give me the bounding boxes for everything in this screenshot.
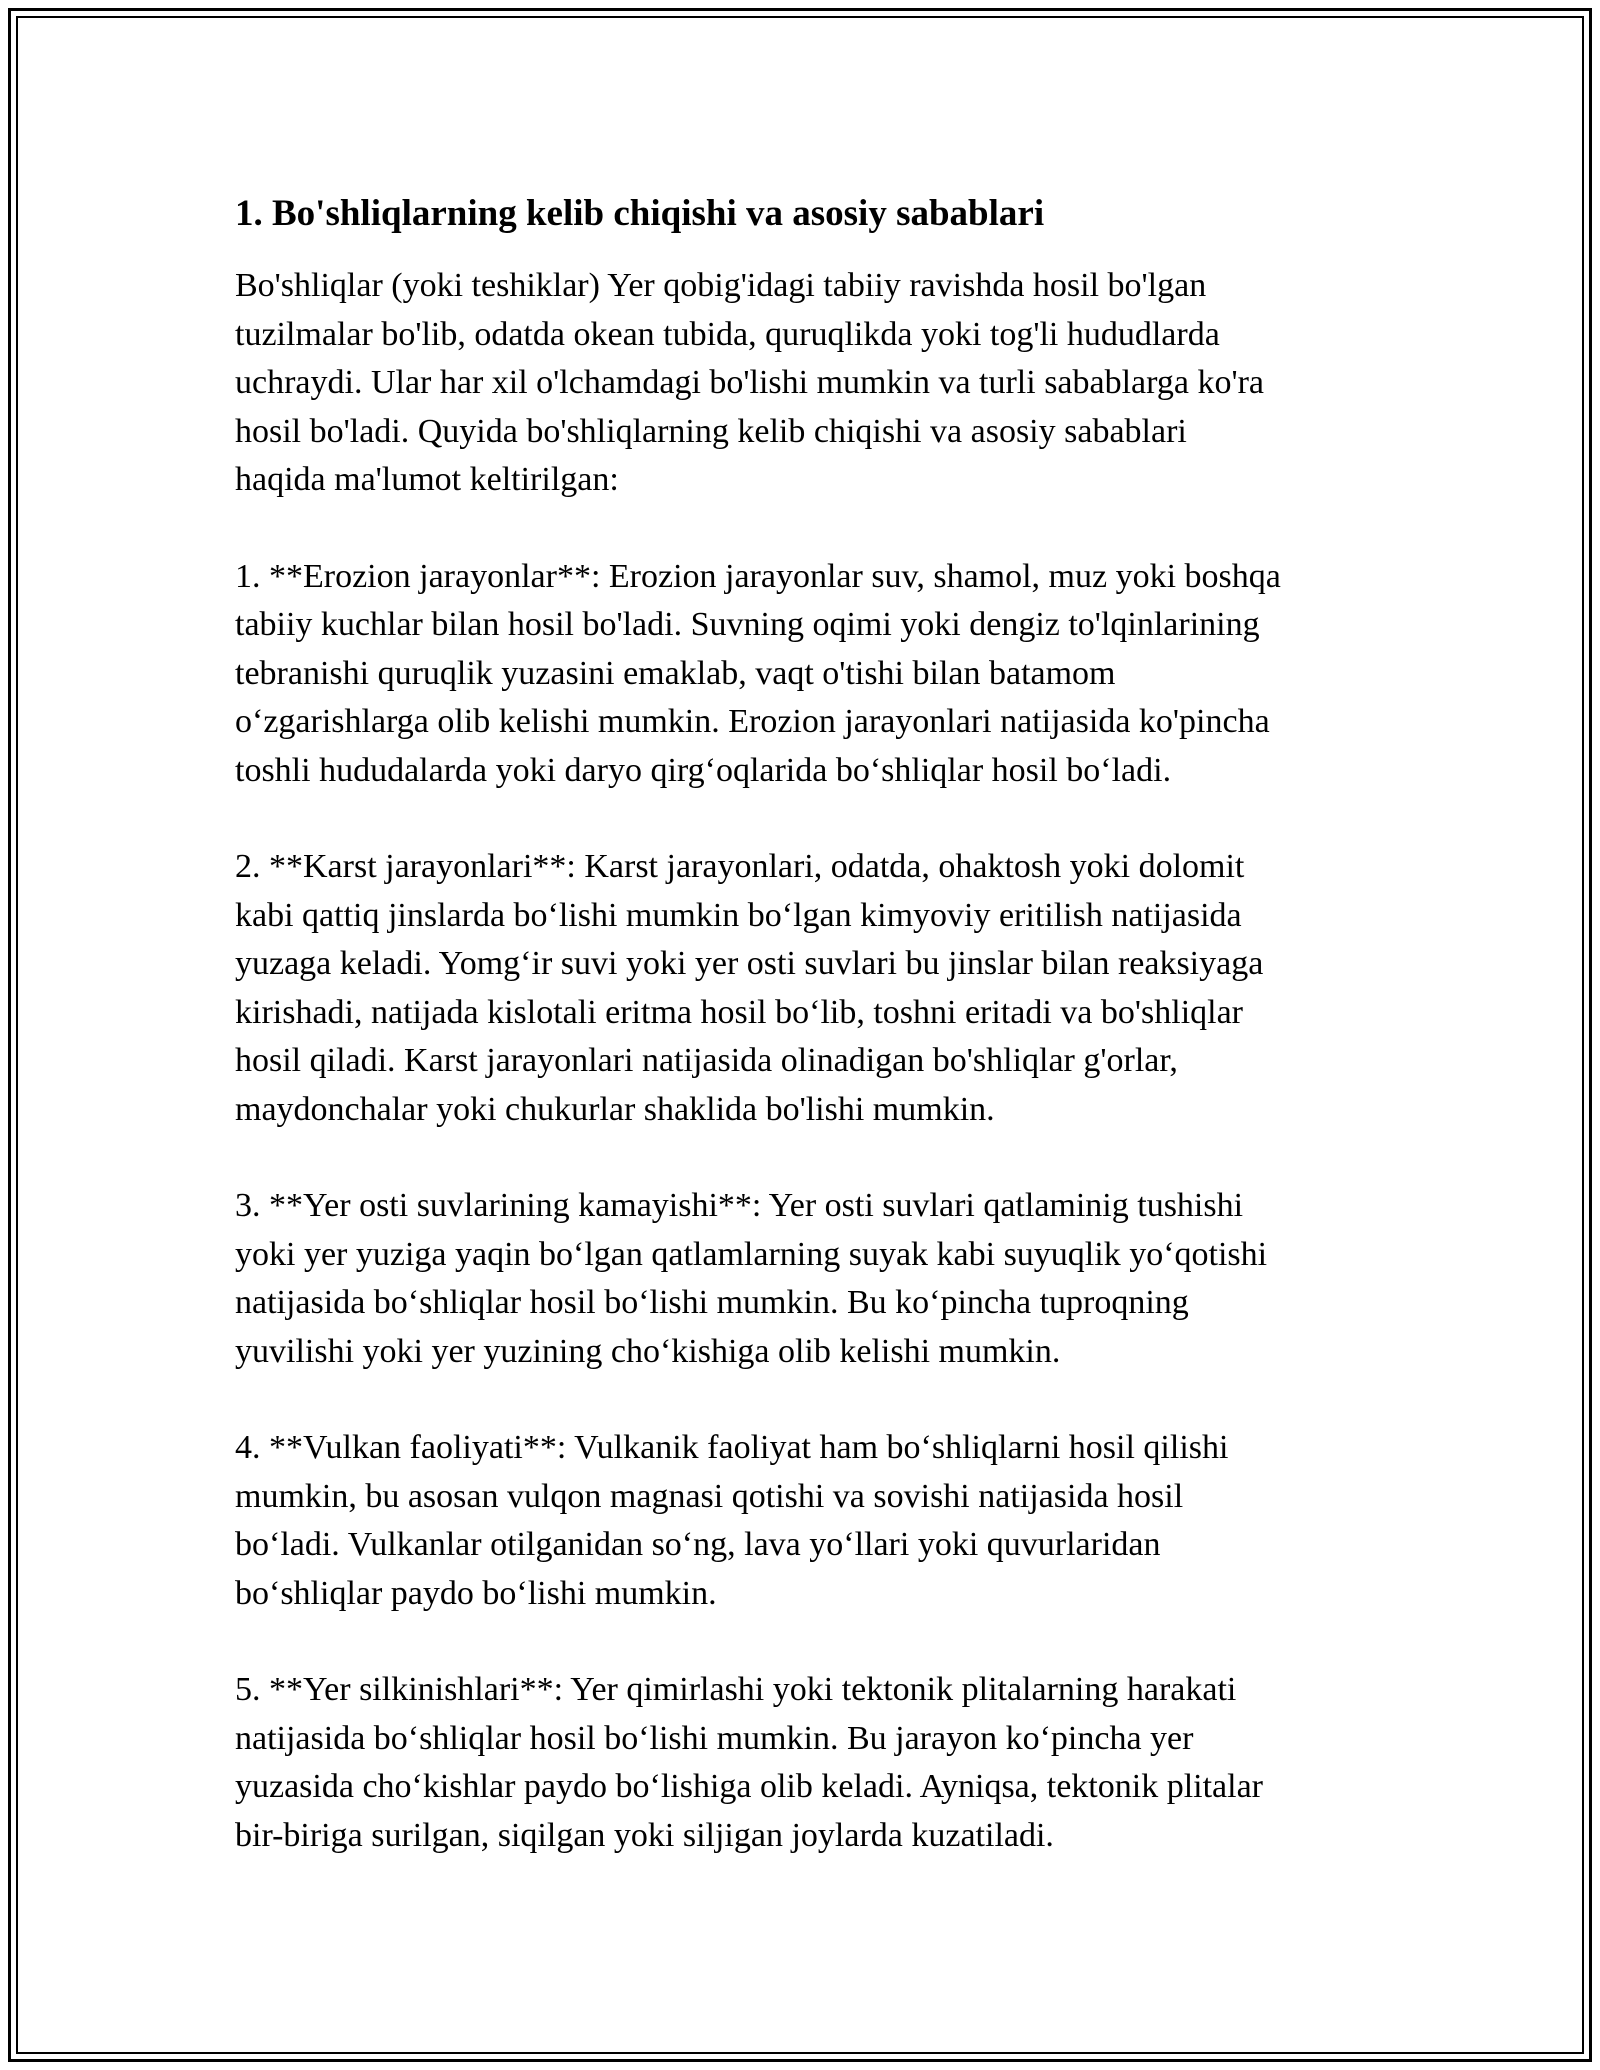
section-heading: 1. Bo'shliqlarning kelib chiqishi va asosiy sabablari xyxy=(235,193,1045,234)
list-item-karst: 2. **Karst jarayonlari**: Karst jarayonlari, odatda, ohaktosh yoki dolomit kabi qattiq jinslarda bo‘lishi mumkin bo‘lgan kimyoviy eritilish natijasida yuzaga keladi. Yomg‘ir suvi yoki yer osti suvlari bu jinslar bilan reaksiyaga kirishadi, natijada kislotali eritma hosil bo‘lib, toshni eritadi va bo'shliqlar hosil qiladi. Karst jarayonlari natijasida olinadigan bo'shliqlar g'orlar, maydonchalar yoki chukurlar shaklida bo'lishi mumkin. xyxy=(235,848,1264,1128)
list-item-groundwater: 3. **Yer osti suvlarining kamayishi**: Yer osti suvlari qatlaminig tushishi yoki yer yuziga yaqin bo‘lgan qatlamlarning suyak kabi suyuqlik yo‘qotishi natijasida bo‘shliqlar hosil bo‘lishi mumkin. Bu ko‘pincha tuproqning yuvilishi yoki yer yuzining cho‘kishiga olib kelishi mumkin. xyxy=(235,1187,1268,1370)
document-body xyxy=(235,186,1375,1908)
list-item-volcanic: 4. **Vulkan faoliyati**: Vulkanik faoliyat ham bo‘shliqlarni hosil qilishi mumkin, bu asosan vulqon magnasi qotishi va sovishi natijasida hosil bo‘ladi. Vulkanlar otilganidan so‘ng, lava yo‘llari yoki quvurlaridan bo‘shliqlar paydo bo‘lishi mumkin. xyxy=(235,1429,1229,1612)
list-item-earthquakes: 5. **Yer silkinishlari**: Yer qimirlashi yoki tektonik plitalarning harakati natijasida bo‘shliqlar hosil bo‘lishi mumkin. Bu jarayon ko‘pincha yer yuzasida cho‘kishlar paydo bo‘lishiga olib keladi. Ayniqsa, tektonik plitalar bir-biriga surilgan, siqilgan yoki siljigan joylarda kuzatiladi. xyxy=(235,1671,1263,1854)
intro-paragraph: Bo'shliqlar (yoki teshiklar) Yer qobig'idagi tabiiy ravishda hosil bo'lgan tuzilmalar bo'lib, odatda okean tubida, quruqlikda yoki tog'li hududlarda uchraydi. Ular har xil o'lchamdagi bo'lishi mumkin va turli sabablarga ko'ra hosil bo'ladi. Quyida bo'shliqlarning kelib chiqishi va asosiy sabablari haqida ma'lumot keltirilgan: xyxy=(235,267,1264,498)
list-item-erosion: 1. **Erozion jarayonlar**: Erozion jarayonlar suv, shamol, muz yoki boshqa tabiiy kuchlar bilan hosil bo'ladi. Suvning oqimi yoki dengiz to'lqinlarining tebranishi quruqlik yuzasini emaklab, vaqt o'tishi bilan batamom o‘zgarishlarga olib kelishi mumkin. Erozion jarayonlari natijasida ko'pincha toshli hududalarda yoki daryo qirg‘oqlarida bo‘shliqlar hosil bo‘ladi. xyxy=(235,557,1281,789)
